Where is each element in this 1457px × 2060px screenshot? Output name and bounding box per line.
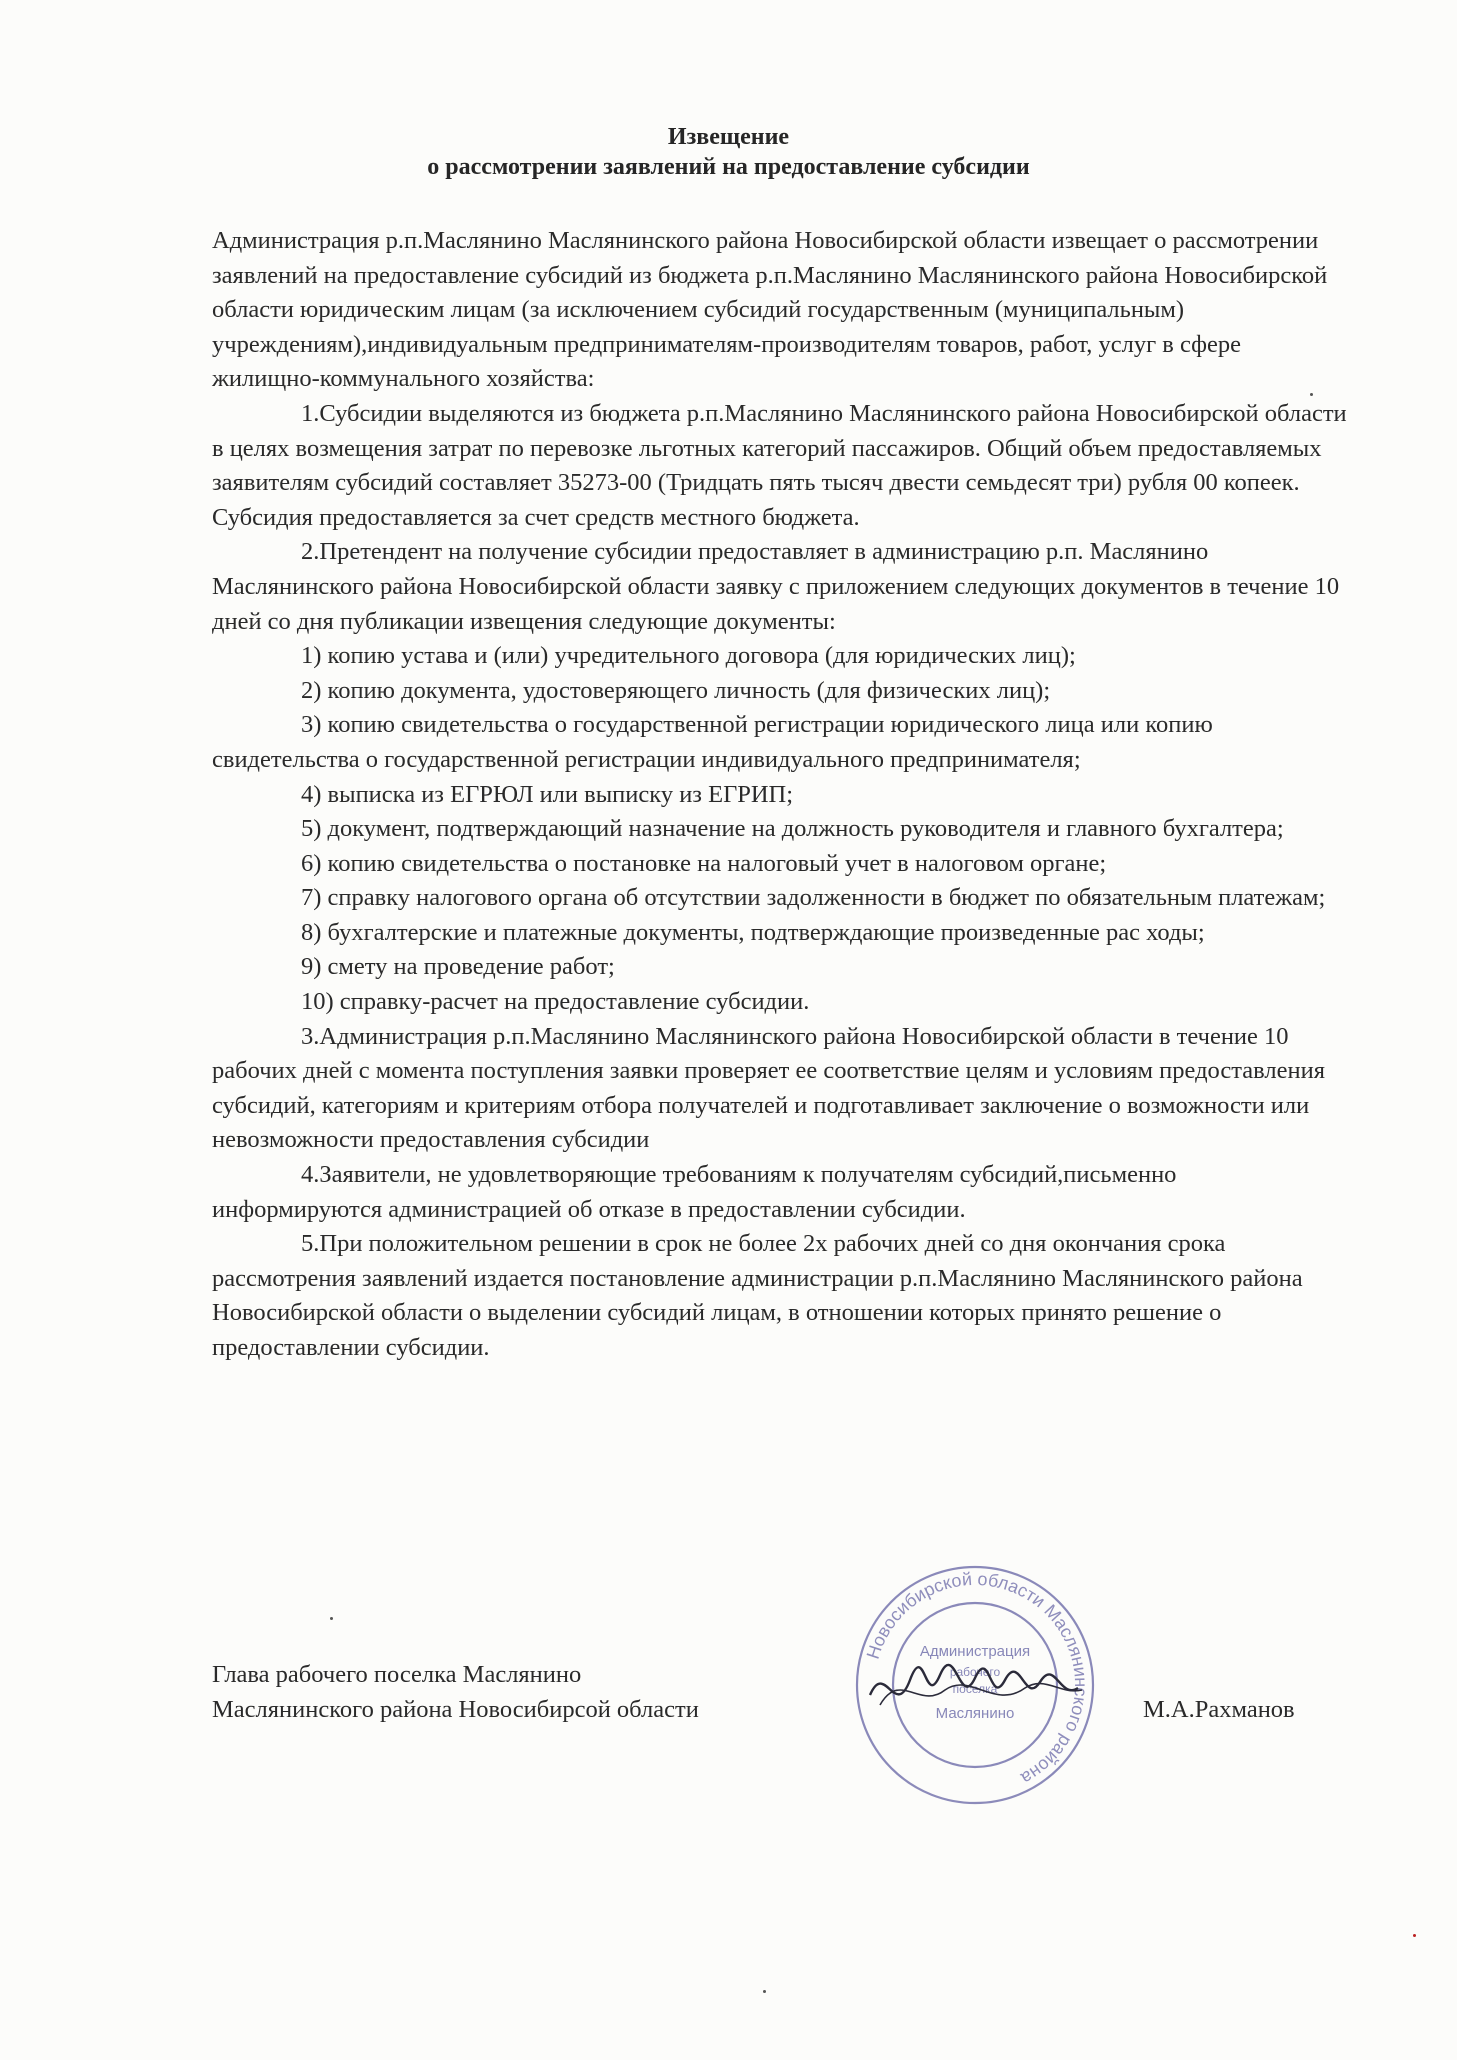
doc-item-10: 10) справку-расчет на предоставление субсидии. <box>301 988 810 1016</box>
stamp-center-line1: Администрация <box>919 1643 1031 1660</box>
doc-item-4: 4) выписка из ЕГРЮЛ или выписку из ЕГРИП; <box>301 780 794 808</box>
document-title: Извещение <box>667 124 790 150</box>
stamp-ring-text: Новосибирской области Маслянинского района <box>862 1568 1092 1789</box>
scan-speck <box>1413 1934 1416 1937</box>
doc-item-9: 9) смету на проведение работ; <box>301 953 615 981</box>
doc-item-5: 5) документ, подтверждающий назначение на должность руководителя и главного бухгалтера; <box>301 815 1284 843</box>
document-subtitle: о рассмотрении заявлений на предоставление субсидии <box>427 154 1030 180</box>
doc-item-1: 1) копию устава и (или) учредительного договора (для юридических лиц); <box>301 642 1076 670</box>
document-body <box>212 224 1352 1366</box>
stamp-center-line4: Маслянино <box>935 1705 1015 1722</box>
clause-4: 4.Заявители, не удовлетворяющие требованиям к получателям субсидий,письменно информируются администрацией об отказе в предоставлении субсидии. <box>212 1161 1177 1223</box>
stamp-center-line2: рабочего <box>949 1665 1001 1679</box>
scan-speck <box>330 1617 333 1620</box>
scan-speck <box>1310 393 1313 396</box>
signatory-name: М.А.Рахманов <box>1143 1696 1295 1723</box>
signatory-position <box>212 1658 699 1727</box>
intro-paragraph: Администрация р.п.Маслянино Маслянинского района Новосибирской области извещает о рассмотрении заявлений на предоставление субсидий из бюджета р.п.Маслянино Маслянинского района Новосибирской области юридическим лицам (за исключением субсидий государственным (муниципальным) учреждениям),индивидуальным предпринимателям-производителям товаров, работ, услуг в сфере жилищно-коммунального хозяйства: <box>212 227 1328 393</box>
doc-item-8: 8) бухгалтерские и платежные документы, подтверждающие произведенные рас ходы; <box>301 918 1205 946</box>
doc-item-6: 6) копию свидетельства о постановке на налоговый учет в налоговом органе; <box>301 849 1107 877</box>
signatory-position-line1: Глава рабочего поселка Маслянино <box>212 1661 582 1688</box>
stamp-center-line3: поселка <box>952 1682 998 1696</box>
doc-item-2: 2) копию документа, удостоверяющего личность (для физических лиц); <box>301 676 1051 704</box>
clause-5: 5.При положительном решении в срок не более 2х рабочих дней со дня окончания срока рассмотрения заявлений издается постановление администрации р.п.Маслянино Маслянинского района Новосибирской области о выделении субсидий лицам, в отношении которых принято решение о предоставлении субсидии. <box>212 1230 1303 1361</box>
signatory-position-line2: Маслянинского района Новосибирсой области <box>212 1695 699 1723</box>
clause-3: 3.Администрация р.п.Маслянино Маслянинского района Новосибирской области в течение 10 рабочих дней с момента поступления заявки проверяет ее соответствие целям и условиям предоставления субсидий, категориям и критериям отбора получателей и подготавливает заключение о возможности или невозможности предоставления субсидии <box>212 1022 1326 1154</box>
clause-1: 1.Субсидии выделяются из бюджета р.п.Маслянино Маслянинского района Новосибирской области в целях возмещения затрат по перевозке льготных категорий пассажиров. Общий объем предоставляемых заявителям субсидий составляет 35273-00 (Тридцать пять тысяч двести семьдесят три) рубля 00 копеек. Субсидия предоставляется за счет средств местного бюджета. <box>212 399 1347 531</box>
doc-item-7: 7) справку налогового органа об отсутствии задолженности в бюджет по обязательным платежам; <box>301 884 1326 912</box>
official-stamp <box>850 1560 1100 1810</box>
clause-2: 2.Претендент на получение субсидии предоставляет в администрацию р.п. Маслянино Маслянинского района Новосибирской области заявку с приложением следующих документов в течение 10 дней со дня публикации извещения следующие документы: <box>212 538 1340 635</box>
scan-speck <box>763 1990 766 1993</box>
doc-item-3: 3) копию свидетельства о государственной регистрации юридического лица или копию свидетельства о государственной регистрации индивидуального предпринимателя; <box>212 711 1213 773</box>
